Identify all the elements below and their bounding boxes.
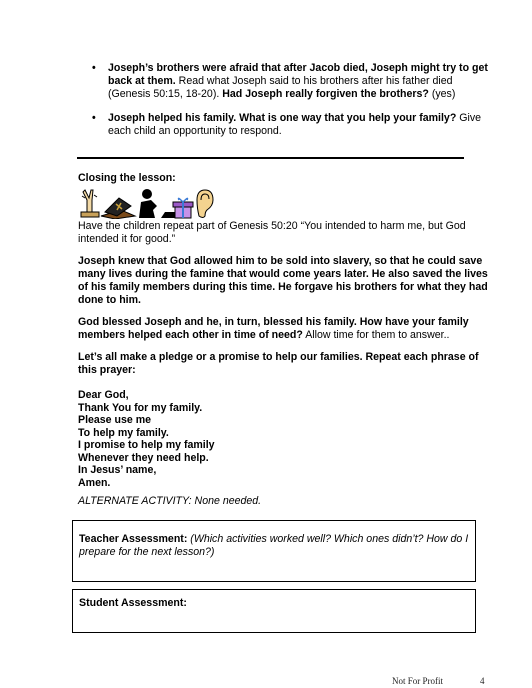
bible-icon — [101, 198, 135, 219]
prayer-line: Dear God, — [78, 389, 129, 401]
page-number: 4 — [480, 676, 485, 686]
bullet-item — [80, 112, 490, 138]
teacher-assessment-text — [79, 533, 469, 559]
teacher-assessment-box[interactable] — [72, 520, 476, 582]
teacher-assessment-label: Teacher Assessment: — [79, 533, 188, 545]
prayer-line: I promise to help my family — [78, 439, 215, 451]
alternate-activity: ALTERNATE ACTIVITY: None needed. — [78, 495, 262, 507]
bullet-text: (yes) — [428, 88, 456, 100]
bullet-text: Read what Joseph said to his brothers after his father died (Genesis 50:15, 18-20). — [108, 75, 453, 100]
prayer-line: Whenever they need help. — [78, 451, 209, 464]
bullet-bold-text: Had Joseph really forgiven the brothers? — [219, 88, 429, 100]
bullet-bold-text: Joseph helped his family. What is one way that you help your family? — [108, 112, 457, 124]
prayer-line: In Jesus’ name, — [78, 464, 157, 476]
student-assessment-box[interactable] — [72, 589, 476, 633]
gift-icon — [173, 198, 193, 218]
section-divider — [77, 157, 464, 159]
closing-heading: Closing the lesson: — [78, 172, 176, 184]
activity-icons-strip — [79, 186, 215, 219]
prayer-line: To help my family. — [78, 426, 169, 439]
prayer-line: Please use me — [78, 414, 152, 426]
pledge-instruction: Let’s all make a pledge or a promise to help our families. Repeat each phrase of this prayer: — [78, 351, 479, 376]
ear-icon — [197, 190, 213, 218]
closing-prayer — [78, 389, 378, 489]
student-assessment-label: Student Assessment: — [79, 597, 187, 609]
repeat-instruction: Have the children repeat part of Genesis 50:20 “You intended to harm me, but God intended it for good.” — [78, 220, 466, 245]
praying-hands-icon — [81, 190, 99, 217]
lesson-explanation: Joseph knew that God allowed him to be sold into slavery, so that he could save many lives during the famine that would come years later. He also saved the lives of his family members during this time. He forgave his brothers for what they had done to him. — [78, 255, 488, 306]
bullet-bold-text: Joseph’s brothers were afraid that after Jacob died, Joseph might try to get back at them. — [108, 62, 488, 87]
footer-note: Not For Profit — [392, 676, 444, 686]
family-question: God blessed Joseph and he, in turn, blessed his family. How have your family members helped each other in time of need? Allow time for them to answer.. — [78, 316, 469, 341]
bullet-item — [80, 62, 490, 101]
discussion-bullets — [80, 62, 490, 149]
bullet-text: Give each child an opportunity to respond. — [108, 112, 482, 137]
prayer-line: Amen. — [78, 476, 111, 489]
prayer-line: Thank You for my family. — [78, 401, 203, 414]
teacher-assessment-prompt: (Which activities worked well? Which ones didn’t? How do I prepare for the next lesson?) — [79, 533, 469, 558]
